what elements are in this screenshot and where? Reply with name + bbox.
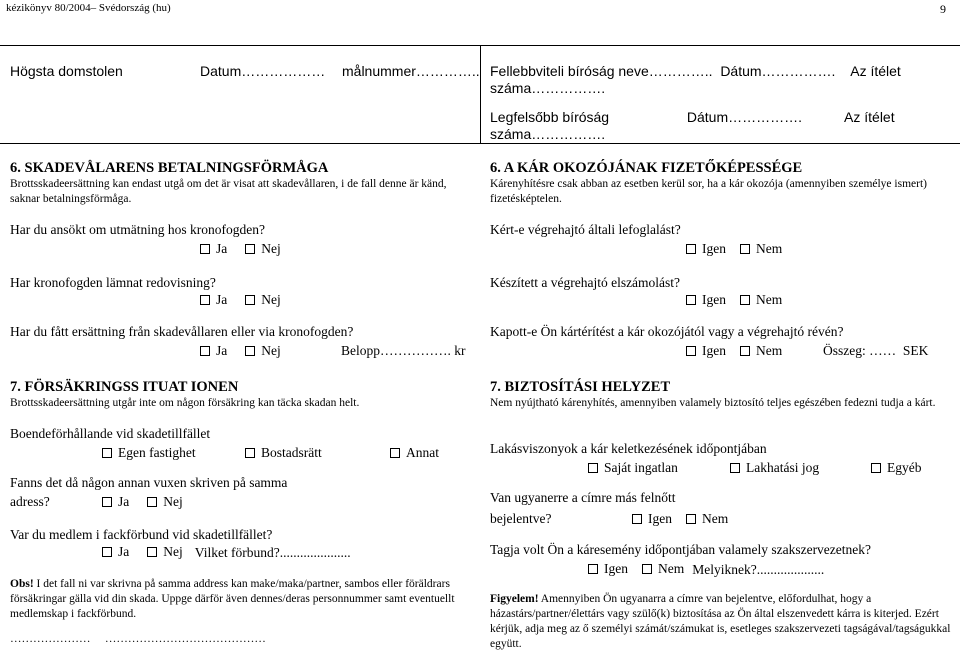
section-7-note-hu: Nem nyújtható kárenyhítés, amennyiben valamely biztosító teljes egészében fedezni tudja a kárt. (490, 397, 936, 409)
question-union: Var du medlem i fackförbund vid skadetillfället? (10, 527, 273, 542)
column-divider (480, 45, 481, 143)
union-options-hu (588, 561, 824, 579)
question-other-adult: Fanns det då någon annan vuxen skriven på samma (10, 475, 288, 490)
checkbox[interactable] (686, 346, 696, 356)
amount-field-hu[interactable]: Összeg: …… SEK (823, 343, 929, 358)
notice-paragraph-hu (490, 592, 952, 652)
housing-own-property-hu[interactable]: Saját ingatlan (588, 460, 678, 476)
union-name-field[interactable]: Vilket förbund?..................... (194, 545, 351, 560)
enforcement-yes-hu[interactable]: Igen (686, 241, 726, 257)
question-union-hu: Tagja volt Ön a káresemény időpontjában valamely szakszervezetnek? (490, 542, 872, 557)
section-6-note: Brottsskadeersättning kan endast utgå om det är visat att skadevållaren, i de fall denne är känd, saknar betalningsförmåga. (10, 178, 447, 205)
checkbox[interactable] (200, 244, 210, 254)
housing-other[interactable]: Annat (390, 445, 439, 461)
checkbox[interactable] (730, 463, 740, 473)
housing-options-3 (390, 445, 439, 463)
union-no[interactable]: Nej (147, 544, 183, 560)
checkbox[interactable] (147, 497, 157, 507)
page-number: 9 (940, 2, 946, 16)
section-7-title-hu: 7. BIZTOSÍTÁSI HELYZET (490, 379, 671, 395)
checkbox[interactable] (147, 547, 157, 557)
report-yes[interactable]: Ja (200, 292, 227, 308)
compensation-yes[interactable]: Ja (200, 343, 227, 359)
checkbox[interactable] (588, 463, 598, 473)
housing-cooperative-hu[interactable]: Lakhatási jog (730, 460, 819, 476)
other-adult-no-hu[interactable]: Nem (686, 511, 728, 527)
compensation-options (200, 343, 281, 361)
checkbox[interactable] (102, 497, 112, 507)
housing-options-hu-3 (871, 460, 922, 478)
section-6-title-hu: 6. A KÁR OKOZÓJÁNAK FIZETŐKÉPESSÉGE (490, 160, 803, 176)
checkbox[interactable] (102, 448, 112, 458)
checkbox[interactable] (740, 295, 750, 305)
section-7-note: Brottsskadeersättning utgår inte om någon försäkring kan täcka skadan helt. (10, 397, 360, 409)
notice-text-hu: Amennyiben Ön ugyanarra a címre van bejelentve, előfordulhat, hogy a házastárs/partner/élettárs vagy szülő(k) biztosítása az Ön által elszenvedett kárra is kiterjed. Ezért kérjük, adja meg az ő személyi számát/számukat is, esetleges szakszervezeti tagságával/tagságukkal együtt. (490, 593, 951, 650)
housing-options (102, 445, 196, 463)
signature-dots: ………………… …………………………………… (10, 633, 266, 645)
question-housing-hu: Lakásviszonyok a kár keletkezésének időpontjában (490, 441, 767, 456)
section-6-note-hu: Kárenyhítésre csak abban az esetben kerül sor, ha a kár okozója (amennyiben személye ismert) fizetésképtelen. (490, 178, 927, 205)
report-options (200, 292, 281, 310)
housing-other-hu[interactable]: Egyéb (871, 460, 922, 476)
checkbox[interactable] (588, 564, 598, 574)
supreme-judgment-number: száma……………. (490, 126, 606, 142)
report-no[interactable]: Nej (245, 292, 281, 308)
question-compensation: Har du fått ersättning från skadevållaren eller via kronofogden? (10, 324, 354, 339)
compensation-no-hu[interactable]: Nem (740, 343, 782, 359)
date-field: Datum……………… (200, 63, 326, 79)
housing-options-hu (588, 460, 678, 478)
enforcement-options-hu (686, 241, 782, 259)
enforcement-options (200, 241, 281, 259)
compensation-options-hu (686, 343, 782, 361)
checkbox[interactable] (740, 244, 750, 254)
checkbox[interactable] (245, 295, 255, 305)
other-adult-options-hu (632, 511, 728, 529)
union-yes[interactable]: Ja (102, 544, 129, 560)
housing-own-property[interactable]: Egen fastighet (102, 445, 196, 461)
question-enforcement-hu: Kért-e végrehajtó általi lefoglalást? (490, 222, 681, 237)
question-other-adult-hu: Van ugyanerre a címre más felnőtt (490, 490, 676, 505)
appeal-judgment-number: száma……………. (490, 80, 606, 96)
checkbox[interactable] (245, 448, 255, 458)
housing-options-hu-2 (730, 460, 819, 478)
enforcement-no[interactable]: Nej (245, 241, 281, 257)
compensation-no[interactable]: Nej (245, 343, 281, 359)
other-adult-yes-hu[interactable]: Igen (632, 511, 672, 527)
section-6-title: 6. SKADEVÅLARENS BETALNINGSFÖRMÅGA (10, 160, 329, 176)
checkbox[interactable] (632, 514, 642, 524)
enforcement-no-hu[interactable]: Nem (740, 241, 782, 257)
checkbox[interactable] (686, 514, 696, 524)
housing-options-2 (245, 445, 322, 463)
union-no-hu[interactable]: Nem (642, 561, 684, 577)
other-adult-yes[interactable]: Ja (102, 494, 129, 510)
report-yes-hu[interactable]: Igen (686, 292, 726, 308)
report-options-hu (686, 292, 782, 310)
checkbox[interactable] (102, 547, 112, 557)
other-adult-options (102, 494, 183, 512)
report-no-hu[interactable]: Nem (740, 292, 782, 308)
question-housing: Boendeförhållande vid skadetillfället (10, 426, 211, 441)
other-adult-no[interactable]: Nej (147, 494, 183, 510)
question-report-hu: Készített a végrehajtó elszámolást? (490, 275, 681, 290)
checkbox[interactable] (686, 244, 696, 254)
notice-label: Obs! (10, 578, 34, 590)
union-options (102, 544, 351, 562)
supreme-court-line: Legfelsőbb bíróság Dátum……………. Az ítélet (490, 109, 895, 125)
question-report: Har kronofogden lämnat redovisning? (10, 275, 216, 290)
checkbox[interactable] (871, 463, 881, 473)
checkbox[interactable] (245, 244, 255, 254)
union-yes-hu[interactable]: Igen (588, 561, 628, 577)
amount-field[interactable]: Belopp……………. kr (341, 343, 466, 358)
running-header: kézikönyv 80/2004– Svédország (hu) (6, 2, 171, 14)
notice-paragraph (10, 577, 475, 622)
appeal-court-line: Fellebbviteli bíróság neve………….. Dátum……………. Az ítélet (490, 63, 901, 79)
question-enforcement: Har du ansökt om utmätning hos kronofogden? (10, 222, 265, 237)
compensation-yes-hu[interactable]: Igen (686, 343, 726, 359)
question-compensation-hu: Kapott-e Ön kártérítést a kár okozójától vagy a végrehajtó révén? (490, 324, 844, 339)
question-other-adult-2: adress? (10, 494, 50, 509)
checkbox[interactable] (686, 295, 696, 305)
question-other-adult-hu-2: bejelentve? (490, 511, 552, 526)
notice-label-hu: Figyelem! (490, 593, 539, 605)
checkbox[interactable] (200, 295, 210, 305)
notice-text: I det fall ni var skrivna på samma address kan make/maka/partner, sambos eller föräldrars försäkringar gälla vid din skada. Uppge därför även dennes/deras personnummer samt eventuellt medlemskap i fackförbund. (10, 578, 455, 620)
bottom-rule (0, 143, 960, 144)
court-label: Högsta domstolen (10, 63, 123, 79)
checkbox[interactable] (390, 448, 400, 458)
checkbox[interactable] (200, 346, 210, 356)
housing-cooperative[interactable]: Bostadsrätt (245, 445, 322, 461)
union-name-field-hu[interactable]: Melyiknek?.................... (692, 562, 825, 577)
section-7-title: 7. FÖRSÄKRINGSS ITUAT IONEN (10, 379, 239, 395)
checkbox[interactable] (245, 346, 255, 356)
enforcement-yes[interactable]: Ja (200, 241, 227, 257)
case-number-field: målnummer………….. (342, 63, 480, 79)
checkbox[interactable] (740, 346, 750, 356)
checkbox[interactable] (642, 564, 652, 574)
